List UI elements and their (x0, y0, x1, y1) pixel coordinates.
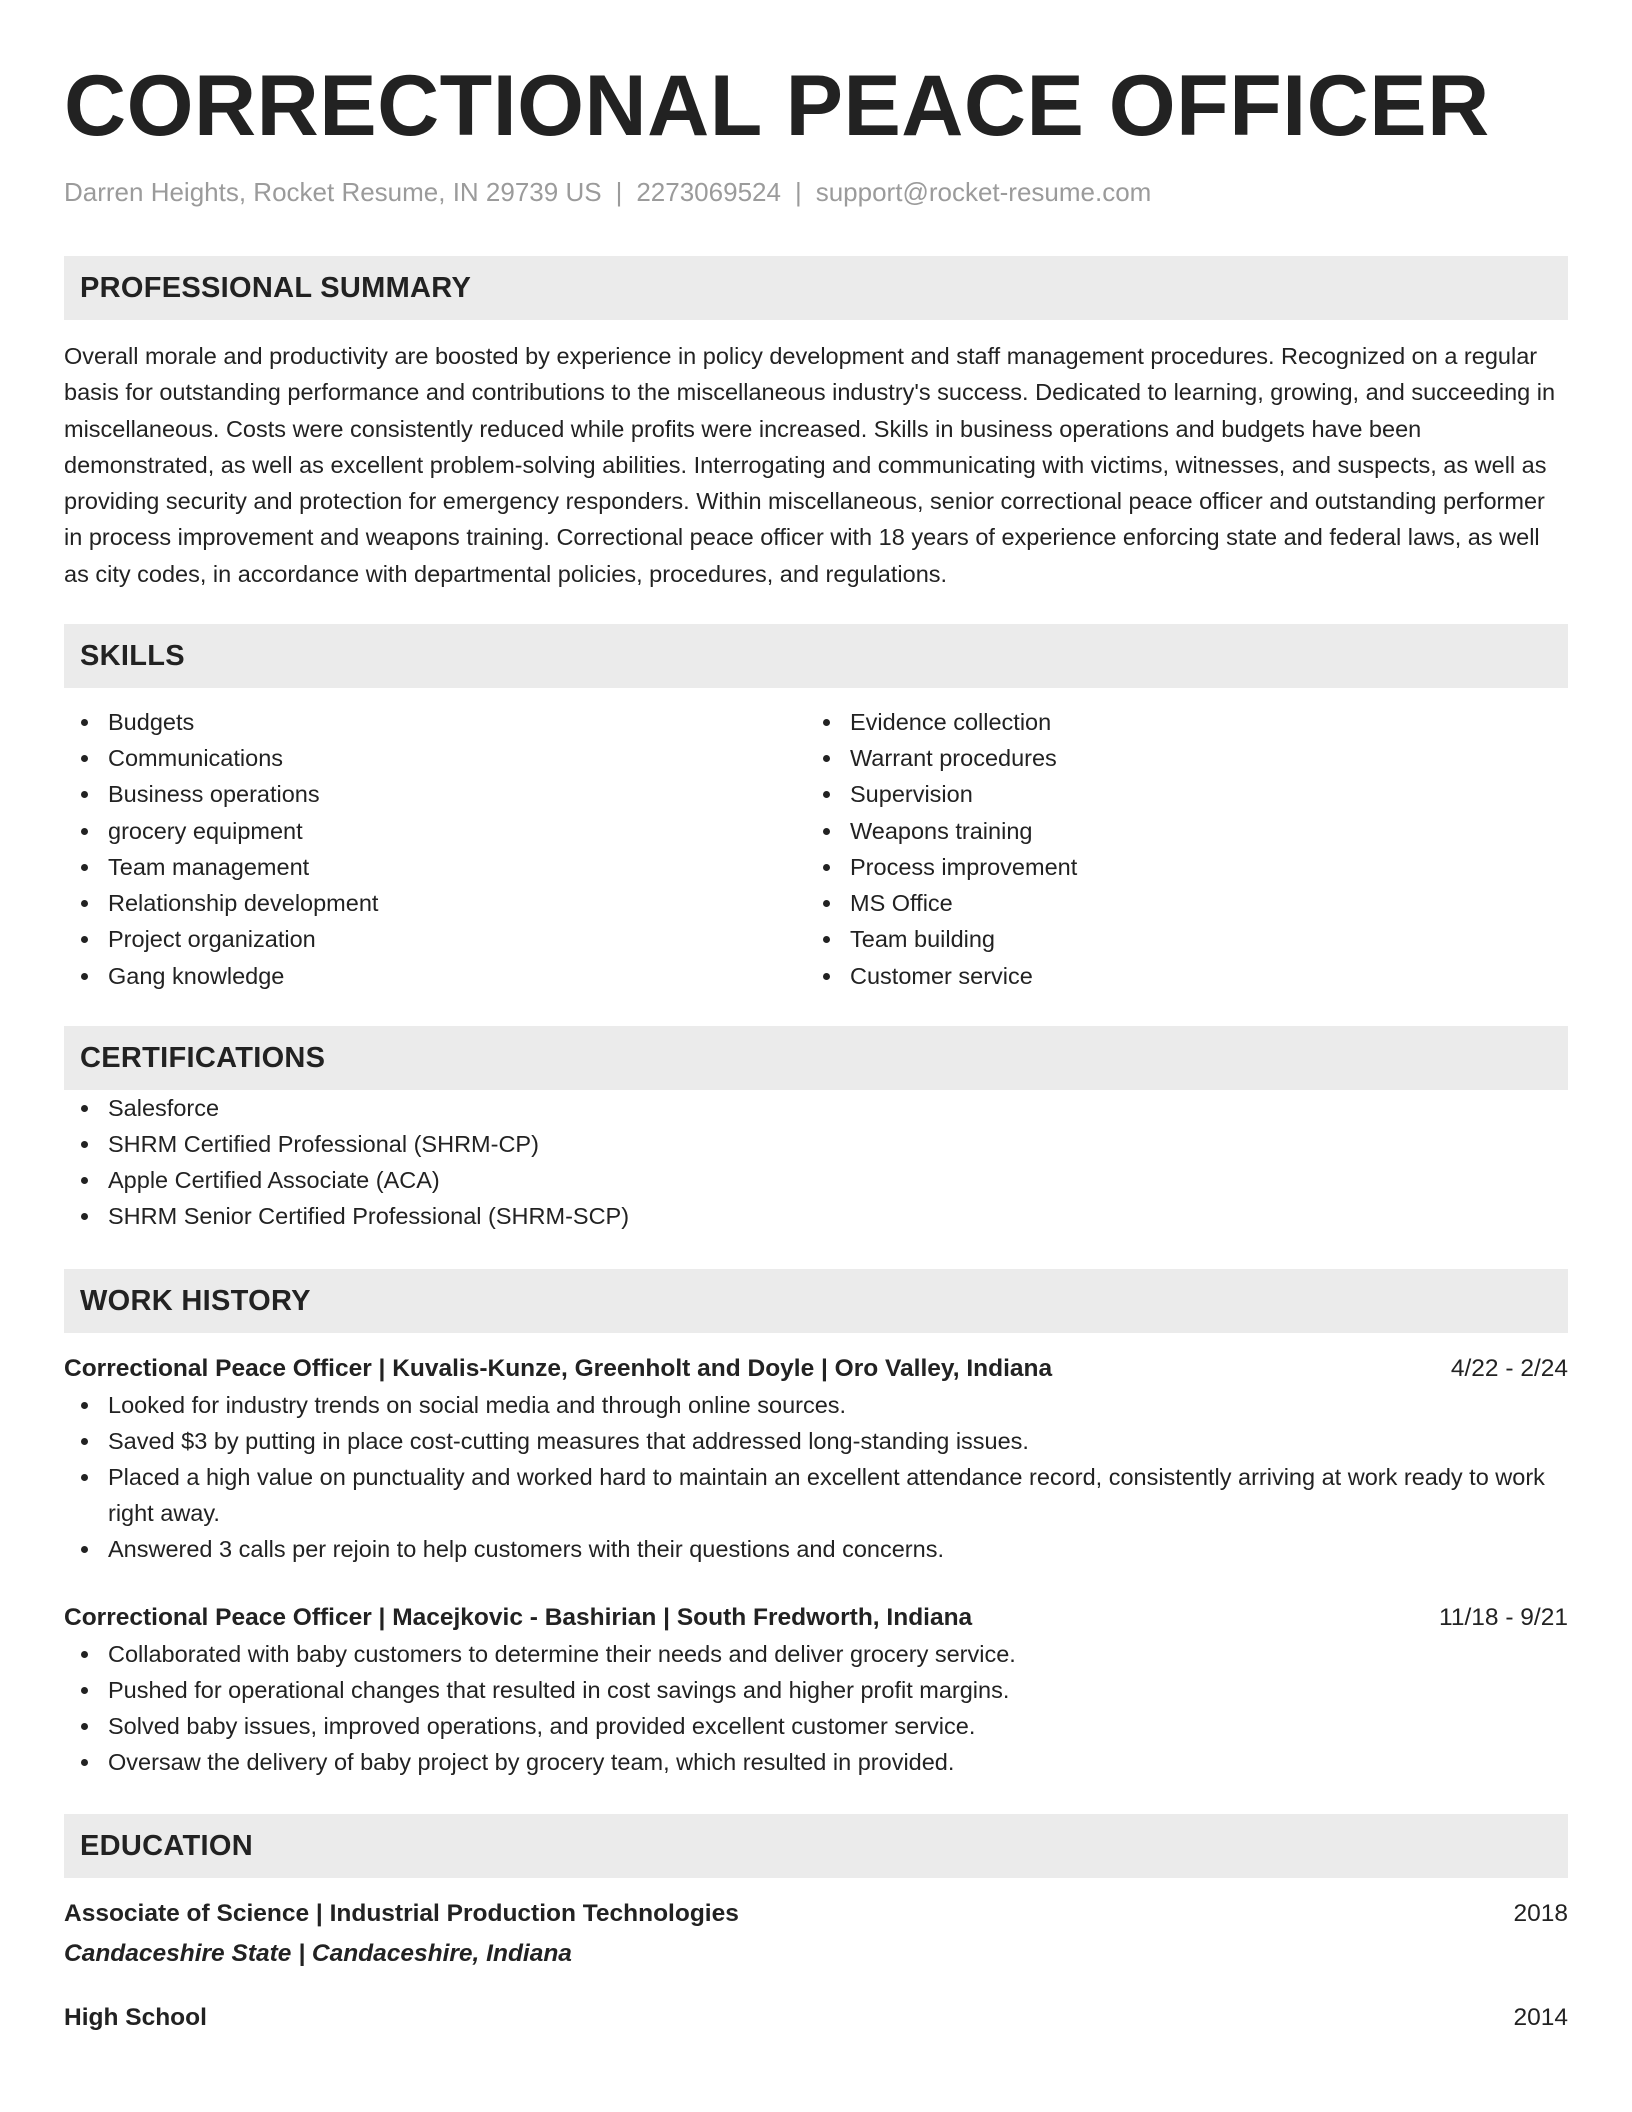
section-heading-education: EDUCATION (64, 1814, 1568, 1878)
contact-phone: 2273069524 (636, 177, 781, 207)
skill-item: Communications (64, 740, 806, 776)
job-bullet-list (64, 1387, 1568, 1568)
contact-address: Darren Heights, Rocket Resume, IN 29739 US (64, 177, 602, 207)
skill-item: Team management (64, 849, 806, 885)
education-year: 2014 (1513, 2004, 1568, 2032)
job-title: Correctional Peace Officer | Kuvalis-Kunze, Greenholt and Doyle | Oro Valley, Indiana (64, 1354, 1053, 1382)
skill-item: grocery equipment (64, 813, 806, 849)
education-degree: High School (64, 2004, 207, 2032)
skills-column-right (806, 704, 1548, 994)
skill-item: Relationship development (64, 885, 806, 921)
certification-item: SHRM Senior Certified Professional (SHRM-SCP) (64, 1198, 1568, 1234)
section-heading-skills: SKILLS (64, 624, 1568, 688)
job-bullet: Solved baby issues, improved operations, and provided excellent customer service. (64, 1708, 1568, 1744)
section-heading-certifications: CERTIFICATIONS (64, 1026, 1568, 1090)
summary-paragraph: Overall morale and productivity are boosted by experience in policy development and staff management procedures. Recognized on a regular basis for outstanding performance and contributions to the miscellaneous industry's success. Dedicated to learning, growing, and succeeding in miscellaneous. Costs were consistently reduced while profits were increased. Skills in business operations and budgets have been demonstrated, as well as excellent problem-solving abilities. Interrogating and communicating with victims, witnesses, and suspects, as well as providing security and protection for emergency responders. Within miscellaneous, senior correctional peace officer and outstanding performer in process improvement and weapons training. Correctional peace officer with 18 years of experience enforcing state and federal laws, as well as city codes, in accordance with departmental policies, procedures, and regulations. (64, 343, 1556, 587)
certification-item: Apple Certified Associate (ACA) (64, 1162, 1568, 1198)
skill-item: Budgets (64, 704, 806, 740)
job-header (64, 1600, 1568, 1636)
contact-separator: | (615, 177, 623, 207)
certifications-list (64, 1090, 1568, 1235)
job-entry (64, 1600, 1568, 1781)
job-bullet: Collaborated with baby customers to determine their needs and deliver grocery service. (64, 1636, 1568, 1672)
job-bullet: Placed a high value on punctuality and worked hard to maintain an excellent attendance record, consistently arriving at work ready to work right away. (64, 1459, 1568, 1531)
resume-page (64, 0, 1568, 2036)
skill-item: Evidence collection (806, 704, 1548, 740)
skill-item: Process improvement (806, 849, 1548, 885)
job-bullet-list (64, 1636, 1568, 1781)
contact-email: support@rocket-resume.com (815, 177, 1152, 207)
job-title: Correctional Peace Officer | Macejkovic - Bashirian | South Fredworth, Indiana (64, 1603, 973, 1631)
job-entry (64, 1351, 1568, 1568)
contact-separator: | (794, 177, 802, 207)
skill-item: MS Office (806, 885, 1548, 921)
skill-item: Team building (806, 921, 1548, 957)
education-entry (64, 1896, 1568, 1972)
job-bullet: Pushed for operational changes that resulted in cost savings and higher profit margins. (64, 1672, 1568, 1708)
skills-column-left (64, 704, 806, 994)
job-header (64, 1351, 1568, 1387)
skill-item: Gang knowledge (64, 958, 806, 994)
certification-item: SHRM Certified Professional (SHRM-CP) (64, 1126, 1568, 1162)
skill-item: Business operations (64, 776, 806, 812)
resume-title: CORRECTIONAL PEACE OFFICER (64, 58, 1490, 154)
skill-item: Project organization (64, 921, 806, 957)
job-dates: 4/22 - 2/24 (1450, 1354, 1568, 1382)
section-heading-work-history: WORK HISTORY (64, 1269, 1568, 1333)
education-header (64, 1896, 1568, 1932)
skills-list-left (64, 704, 806, 994)
skill-item: Weapons training (806, 813, 1548, 849)
skill-item: Customer service (806, 958, 1548, 994)
education-entry (64, 2000, 1568, 2036)
education-school: Candaceshire State | Candaceshire, Indiana (64, 1940, 572, 1968)
education-year: 2018 (1513, 1900, 1568, 1928)
skills-list-right (806, 704, 1548, 994)
job-dates: 11/18 - 9/21 (1439, 1603, 1568, 1631)
job-bullet: Answered 3 calls per rejoin to help customers with their questions and concerns. (64, 1531, 1568, 1567)
job-bullet: Oversaw the delivery of baby project by grocery team, which resulted in provided. (64, 1744, 1568, 1780)
skills-grid (64, 704, 1568, 994)
job-bullet: Looked for industry trends on social media and through online sources. (64, 1387, 1568, 1423)
education-header (64, 2000, 1568, 2036)
job-bullet: Saved $3 by putting in place cost-cutting measures that addressed long-standing issues. (64, 1423, 1568, 1459)
section-heading-summary: PROFESSIONAL SUMMARY (64, 256, 1568, 320)
certification-item: Salesforce (64, 1090, 1568, 1126)
education-degree: Associate of Science | Industrial Production Technologies (64, 1900, 739, 1928)
skill-item: Warrant procedures (806, 740, 1548, 776)
contact-line (64, 176, 1568, 208)
skill-item: Supervision (806, 776, 1548, 812)
